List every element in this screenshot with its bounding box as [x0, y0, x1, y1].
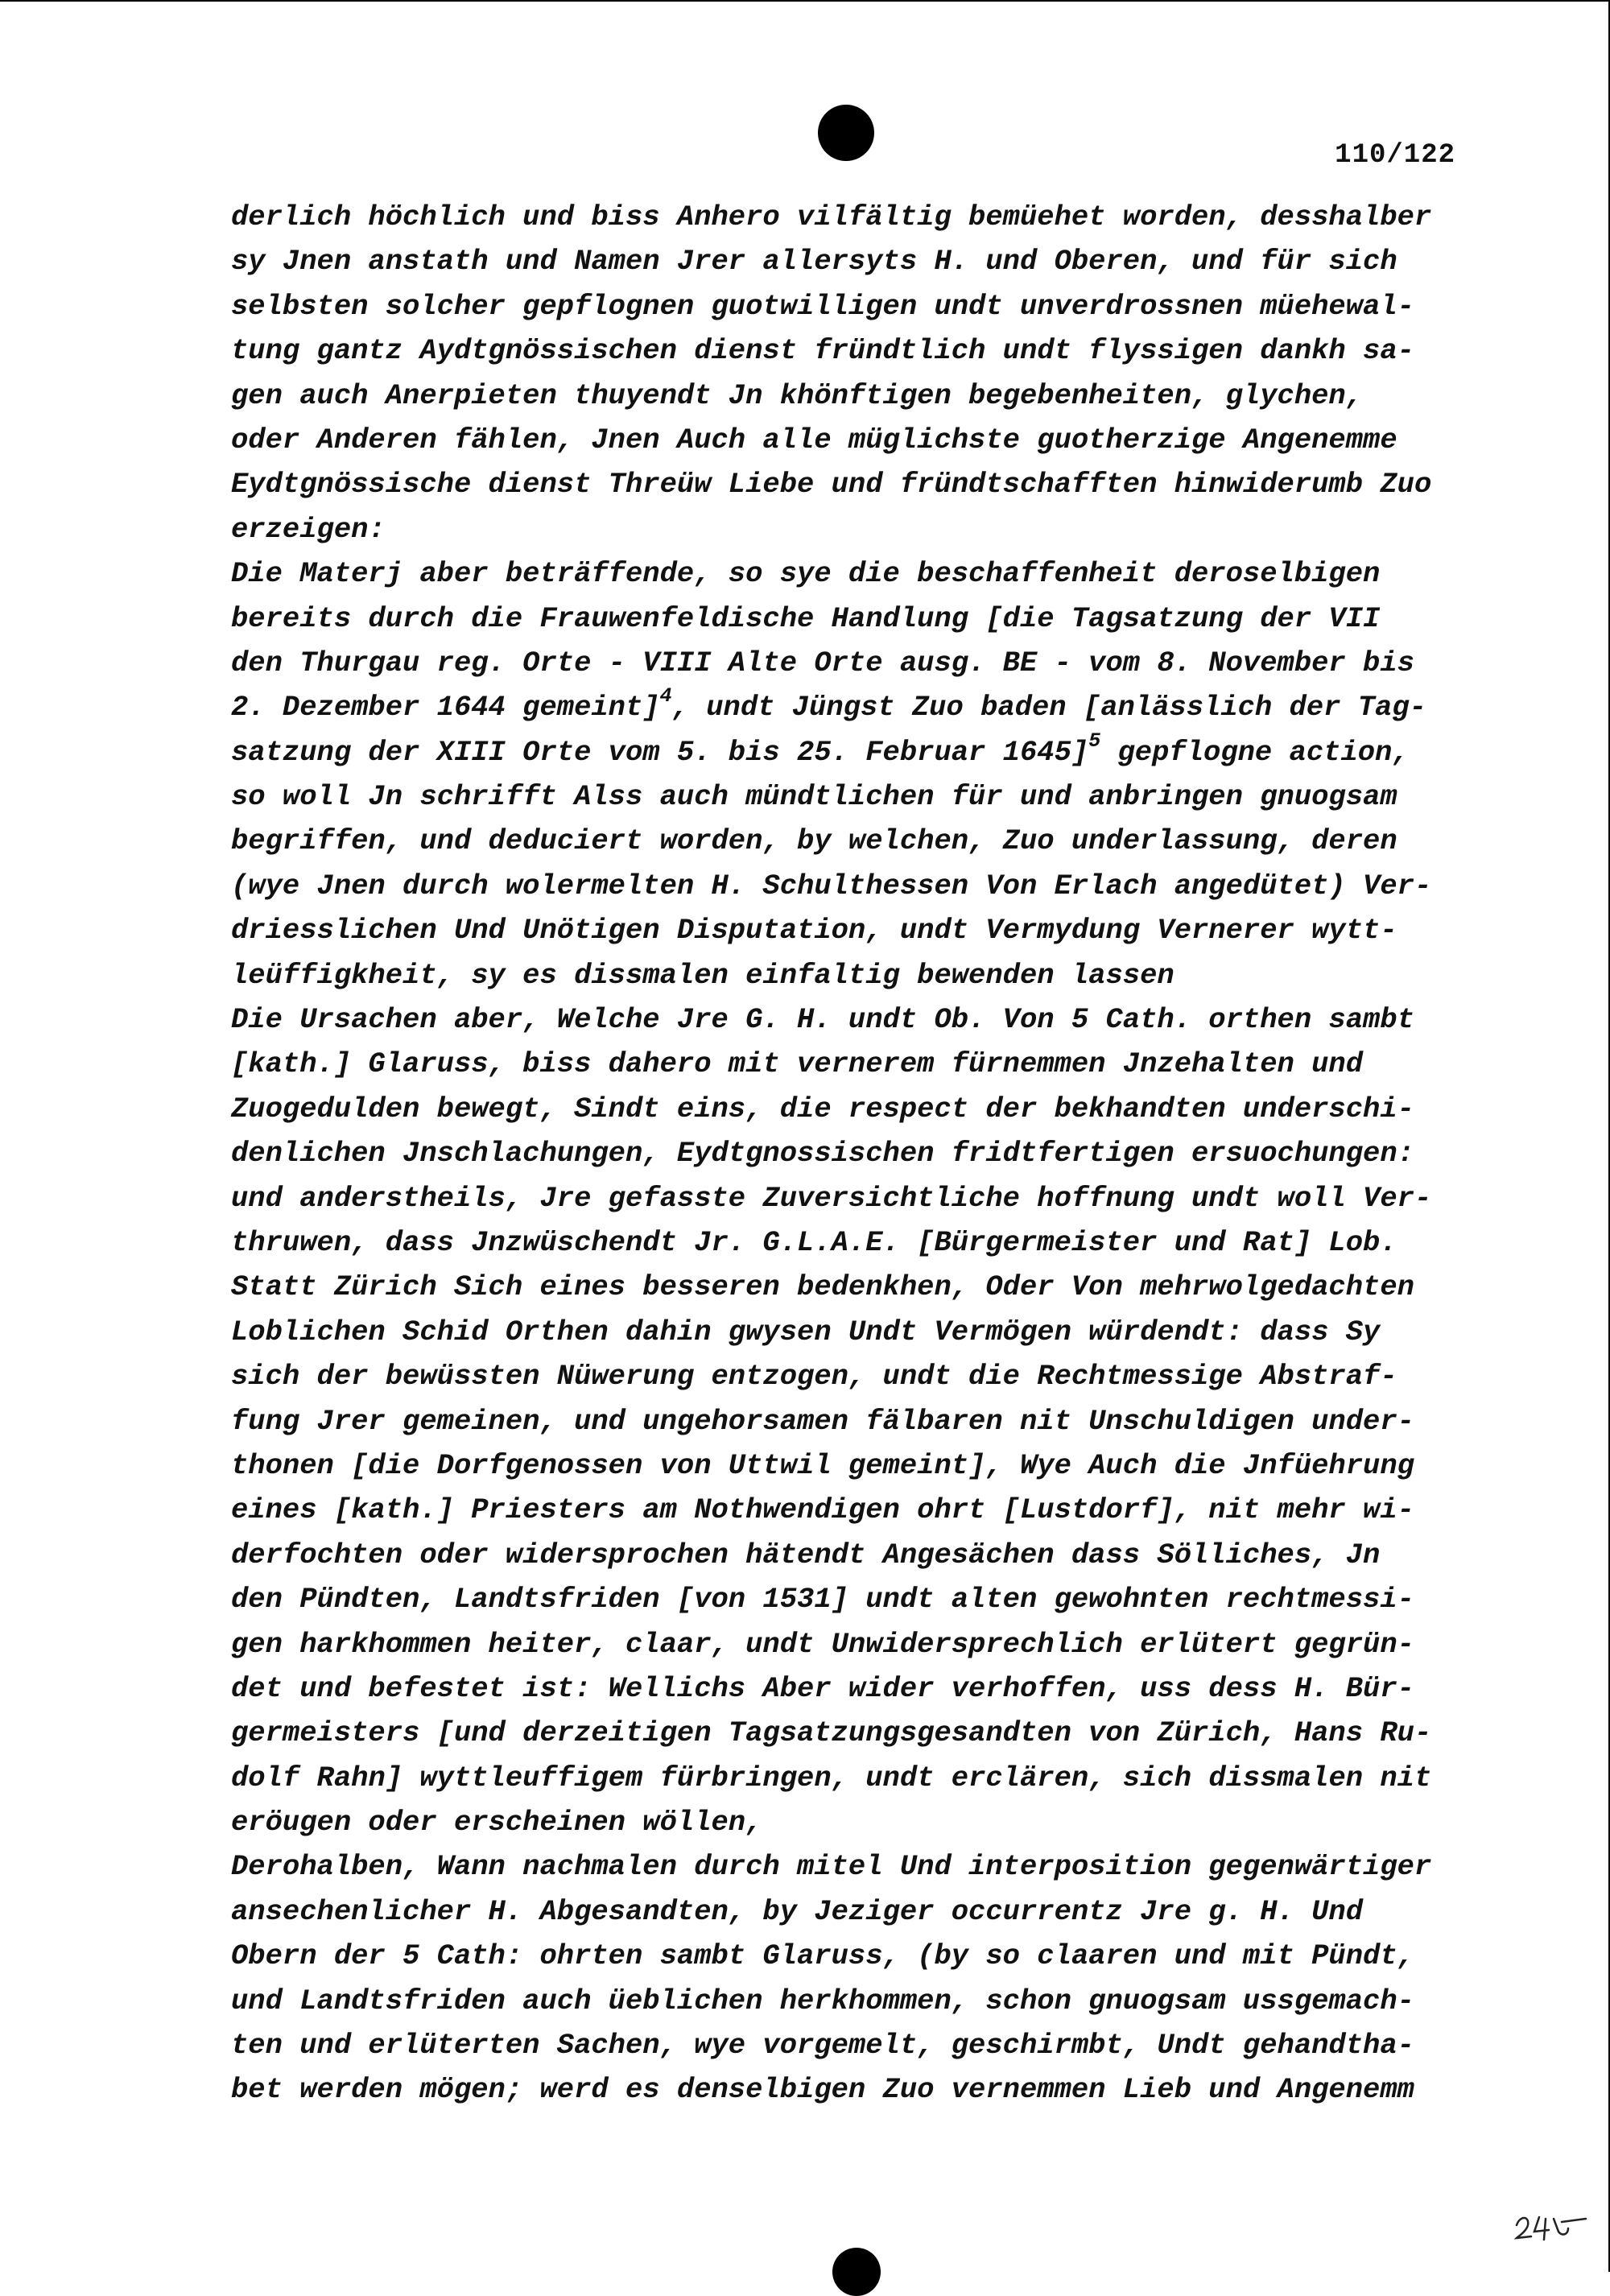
text-line-11: den Thurgau reg. Orte - VIII Alte Orte ausg. BE - vom 8. November bis: [231, 646, 1414, 679]
text-line-7: Eydtgnössische dienst Threüw Liebe und fründtschafften hinwiderumb Zuo: [231, 468, 1432, 502]
name-rahn: Rahn: [316, 1761, 386, 1794]
text-line-26: Loblichen Schid Orthen dahin gwysen Undt Vermögen würdendt: dass Sy: [231, 1315, 1381, 1348]
text-line-4: tung gantz Aydtgnössischen dienst fründtlich undt flyssigen dankh sa-: [231, 334, 1414, 368]
text-line-14: so woll Jn schrifft Alss auch mündtlichen für und anbringen gnuogsam: [231, 780, 1397, 814]
text-line-42: ten und erlüterten Sachen, wye vorgemelt, geschirmbt, Undt gehandtha-: [231, 2029, 1414, 2063]
text-line-20: [kath.] Glaruss, biss dahero mit vernerem fürnemmen Jnzehalten und: [231, 1047, 1364, 1081]
text-line-21: Zuogedulden bewegt, Sindt eins, die respect der bekhandten underschi-: [231, 1092, 1414, 1125]
punch-hole-bottom: [832, 2248, 881, 2296]
text-line-12-start: 2. Dezember 1644 gemeint]: [231, 691, 660, 725]
text-line-29: thonen [die Dorfgenossen von Uttwil gemeint], Wye Auch die Jnfüehrung: [231, 1448, 1414, 1482]
text-line-36-end: ] wyttleuffigem fürbringen, undt erclären, sich dissmalen nit: [385, 1761, 1432, 1794]
text-line-35: germeisters [und derzeitigen Tagsatzungsgesandten von Zürich, Hans Ru-: [231, 1716, 1432, 1750]
text-line-8: erzeigen:: [231, 512, 386, 546]
text-line-36-start: dolf: [231, 1761, 317, 1794]
text-line-1: derlich höchlich und biss Anhero vilfältig bemüehet worden, desshalber: [231, 200, 1432, 233]
body-text: [231, 195, 1487, 2112]
text-line-17: driesslichen Und Unötigen Disputation, undt Vermydung Vernerer wytt-: [231, 914, 1397, 948]
text-line-39: ansechenlicher H. Abgesandten, by Jeziger occurrentz Jre g. H. Und: [231, 1894, 1364, 1928]
text-line-9: Die Materj aber beträffende, so sye die beschaffenheit deroselbigen: [231, 557, 1381, 591]
text-line-28: fung Jrer gemeinen, und ungehorsamen fälbaren nit Unschuldigen under-: [231, 1404, 1414, 1438]
text-line-37: eröugen oder erscheinen wöllen,: [231, 1806, 763, 1840]
text-line-18: leüffigkheit, sy es dissmalen einfaltig bewenden lassen: [231, 958, 1174, 992]
footnote-4: 4: [659, 684, 672, 708]
text-line-13-start: satzung der XIII Orte vom 5. bis 25. Februar 1645]: [231, 735, 1089, 769]
handwritten-page-mark: [1512, 2207, 1589, 2246]
text-line-34: det und befestet ist: Wellichs Aber wider verhoffen, uss dess H. Bür-: [231, 1671, 1414, 1705]
text-line-13-end: gepflogne action,: [1100, 735, 1410, 769]
text-line-19: Die Ursachen aber, Welche Jre G. H. undt Ob. Von 5 Cath. orthen sambt: [231, 1003, 1414, 1037]
text-line-10: bereits durch die Frauwenfeldische Handlung [die Tagsatzung der VII: [231, 601, 1381, 635]
text-line-16: (wye Jnen durch wolermelten H. Schulthessen Von Erlach angedütet) Ver-: [231, 869, 1432, 902]
text-line-25: Statt Zürich Sich eines besseren bedenkhen, Oder Von mehrwolgedachten: [231, 1270, 1414, 1304]
text-line-2: sy Jnen anstath und Namen Jrer allersyts H. und Oberen, und für sich: [231, 245, 1397, 279]
text-line-41: und Landtsfriden auch üeblichen herkhommen, schon gnuogsam ussgemach-: [231, 1984, 1414, 2017]
text-line-43: bet werden mögen; werd es denselbigen Zuo vernemmen Lieb und Angenemm: [231, 2073, 1414, 2107]
text-line-5: gen auch Anerpieten thuyendt Jn khönftigen begebenheiten, glychen,: [231, 378, 1364, 412]
text-line-23: und anderstheils, Jre gefasste Zuversichtliche hoffnung undt woll Ver-: [231, 1181, 1432, 1215]
punch-hole-top: [818, 105, 874, 161]
footnote-5: 5: [1088, 729, 1101, 753]
text-line-31: derfochten oder widersprochen hätendt Angesächen dass Sölliches, Jn: [231, 1538, 1381, 1571]
text-line-36: [231, 1756, 1487, 1800]
text-line-6: oder Anderen fählen, Jnen Auch alle müglichste guotherzige Angenemme: [231, 423, 1397, 456]
text-line-22: denlichen Jnschlachungen, Eydtgnossischen fridtfertigen ersuochungen:: [231, 1137, 1414, 1171]
text-line-40: Obern der 5 Cath: ohrten sambt Glaruss, (by so claaren und mit Pündt,: [231, 1939, 1414, 1973]
text-line-12-end: , undt Jüngst Zuo baden [anlässlich der Tag-: [671, 691, 1426, 725]
text-line-32: den Pündten, Landtsfriden [von 1531] undt alten gewohnten rechtmessi-: [231, 1583, 1414, 1617]
text-line-27: sich der bewüssten Nüwerung entzogen, undt die Rechtmessige Abstraf-: [231, 1360, 1397, 1394]
text-line-24: thruwen, dass Jnzwüschendt Jr. G.L.A.E. [Bürgermeister und Rat] Lob.: [231, 1225, 1397, 1259]
text-line-15: begriffen, und deduciert worden, by welchen, Zuo underlassung, deren: [231, 824, 1397, 858]
text-line-33: gen harkhommen heiter, claar, undt Unwidersprechlich erlütert gegrün-: [231, 1627, 1414, 1661]
text-line-12: [231, 685, 1487, 729]
page-number: 110/122: [1335, 140, 1455, 171]
text-line-3: selbsten solcher gepflognen guotwilligen undt unverdrossnen müehewal-: [231, 289, 1414, 323]
text-line-30: eines [kath.] Priesters am Nothwendigen ohrt [Lustdorf], nit mehr wi-: [231, 1493, 1414, 1527]
text-line-38: Derohalben, Wann nachmalen durch mitel Und interposition gegenwärtiger: [231, 1850, 1432, 1884]
text-line-13: [231, 730, 1487, 774]
